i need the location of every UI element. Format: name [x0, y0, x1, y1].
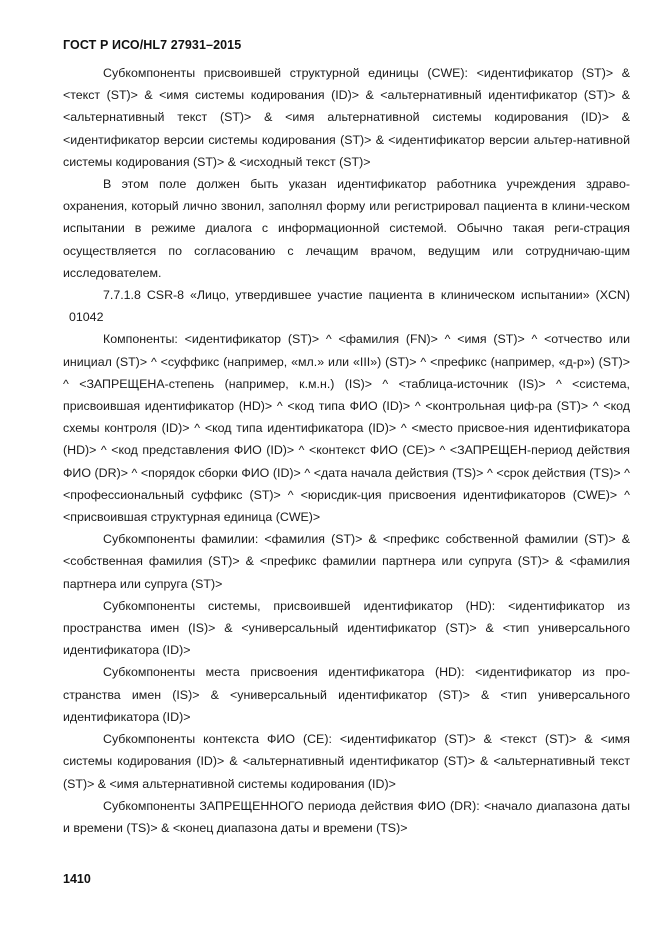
page-header-standard: ГОСТ Р ИСО/HL7 27931–2015: [63, 38, 242, 52]
paragraph-cwe-subcomponents: Субкомпоненты присвоившей структурной единицы (CWE): <идентификатор (ST)> & <текст (ST)> & <имя системы кодирования (ID)> & <альтернативный идентификатор (ST)> & <альтернативный текст (ST)> & <имя альтернативной системы кодирования (ID)> & <идентификатор версии системы кодирования (ST)> & <идентификатор версии альтер-нативной системы кодирования (ST)> & <исходный текст (ST)>: [63, 66, 630, 169]
paragraph-xcn-components: Компоненты: <идентификатор (ST)> ^ <фамилия (FN)> ^ <имя (ST)> ^ <отчество или инициал (ST)> ^ <суффикс (например, «мл.» или «III») (ST)> ^ <префикс (например, «д-р») (ST)> ^ <ЗАПРЕЩЕНА-степень (например, к.м.н.) (IS)> ^ <таблица-источник (IS)> ^ <система, присвоившая идентификатор (HD)> ^ <код типа ФИО (ID)> ^ <контрольная циф-ра (ST)> ^ <код схемы контроля (ID)> ^ <код типа идентификатора (ID)> ^ <место присвое-ния идентификатора (HD)> ^ <код представления ФИО (ID)> ^ <контекст ФИО (CE)> ^ <ЗАПРЕЩЕН-период действия ФИО (DR)> ^ <порядок сборки ФИО (ID)> ^ <дата начала действия (TS)> ^ <срок действия (TS)> ^ <профессиональный суффикс (ST)> ^ <юрисдик-ция присвоения идентификаторов (CWE)> ^ <присвоившая структурная единица (CWE)>: [63, 332, 630, 525]
paragraph-name-context-subcomponents: Субкомпоненты контекста ФИО (CE): <идентификатор (ST)> & <текст (ST)> & <имя системы кодирования (ID)> & <альтернативный идентификатор (ST)> & <альтернативный текст (ST)> & <имя альтернативной системы кодирования (ID)>: [63, 732, 630, 791]
paragraph-assigning-facility-subcomponents: Субкомпоненты места присвоения идентификатора (HD): <идентификатор из про-странства имен (IS)> & <универсальный идентификатор (ST)> & <тип универсального идентификатора (ID)>: [63, 665, 630, 724]
paragraph-name-validity-range-subcomponents: Субкомпоненты ЗАПРЕЩЕННОГО периода действия ФИО (DR): <начало диапазона даты и времени (TS)> & <конец диапазона даты и времени (TS)>: [63, 798, 630, 835]
paragraph-assigning-authority-subcomponents: Субкомпоненты системы, присвоившей идентификатор (HD): <идентификатор из пространства имен (IS)> & <универсальный идентификатор (ST)> & <тип универсального идентификатора (ID)>: [63, 598, 630, 658]
document-body: [63, 62, 630, 839]
paragraph-family-subcomponents: Субкомпоненты фамилии: <фамилия (ST)> & <префикс собственной фамилии (ST)> & <собственная фамилия (ST)> & <префикс фамилии партнера или супруга (ST)> & <фамилия партнера или супруга (ST)>: [63, 532, 630, 591]
document-page: [63, 0, 630, 935]
section-heading-csr-8: 7.7.1.8 CSR-8 «Лицо, утвердившее участие пациента в клиническом испытании» (XCN) 01042: [69, 288, 630, 325]
paragraph-field-description: В этом поле должен быть указан идентификатор работника учреждения здраво-охранения, который лично звонил, заполнял форму или регистрировал пациента в клини-ческом испытании в режиме диалога с информационной системой. Обычно такая реги-страция осуществляется по согласованию с лечащим врачом, ведущим или сотрудничаю-щим исследователем.: [63, 177, 630, 280]
page-number: 1410: [63, 872, 91, 886]
